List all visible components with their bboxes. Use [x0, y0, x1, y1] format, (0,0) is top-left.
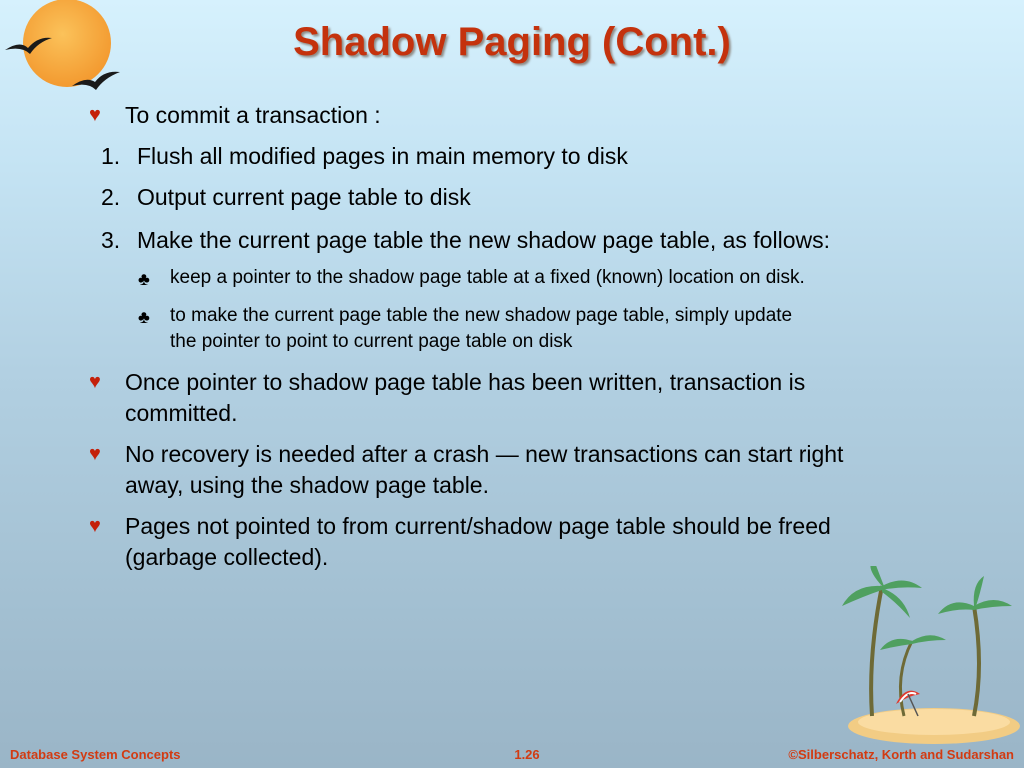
bullet-text: Pages not pointed to from current/shadow page table should be freed — [125, 513, 831, 539]
sub-bullet-text: the pointer to point to current page table on disk — [170, 331, 573, 352]
heart-bullet-icon: ♥ — [89, 515, 101, 537]
sub-bullet-text: keep a pointer to the shadow page table at a fixed (known) location on disk. — [170, 267, 805, 288]
sub-bullet-text: to make the current page table the new shadow page table, simply update — [170, 305, 793, 326]
heart-bullet-icon: ♥ — [89, 104, 101, 126]
club-bullet-icon: ♣ — [138, 269, 150, 289]
footer-page-number: 1.26 — [514, 747, 540, 762]
bullet-text: committed. — [125, 400, 238, 426]
step-number: 2. — [101, 184, 121, 210]
footer-copyright: ©Silberschatz, Korth and Sudarshan — [788, 747, 1014, 762]
bullet-text: To commit a transaction : — [125, 102, 381, 128]
step-text: Output current page table to disk — [137, 184, 471, 210]
club-bullet-icon: ♣ — [138, 307, 150, 327]
step-text: Make the current page table the new shadow page table, as follows: — [137, 227, 830, 253]
step-number: 1. — [101, 143, 121, 169]
heart-bullet-icon: ♥ — [89, 371, 101, 393]
slide-footer — [0, 744, 1024, 768]
bullet-text: (garbage collected). — [125, 544, 329, 570]
step-number: 3. — [101, 227, 121, 253]
heart-bullet-icon: ♥ — [89, 443, 101, 465]
footer-book-title: Database System Concepts — [10, 747, 181, 762]
bullet-text: Once pointer to shadow page table has been written, transaction is — [125, 369, 806, 395]
step-text: Flush all modified pages in main memory to disk — [137, 143, 628, 169]
bullet-text: away, using the shadow page table. — [125, 472, 489, 498]
slide-title: Shadow Paging (Cont.) — [293, 20, 731, 64]
bullet-text: No recovery is needed after a crash — new transactions can start right — [125, 441, 844, 467]
